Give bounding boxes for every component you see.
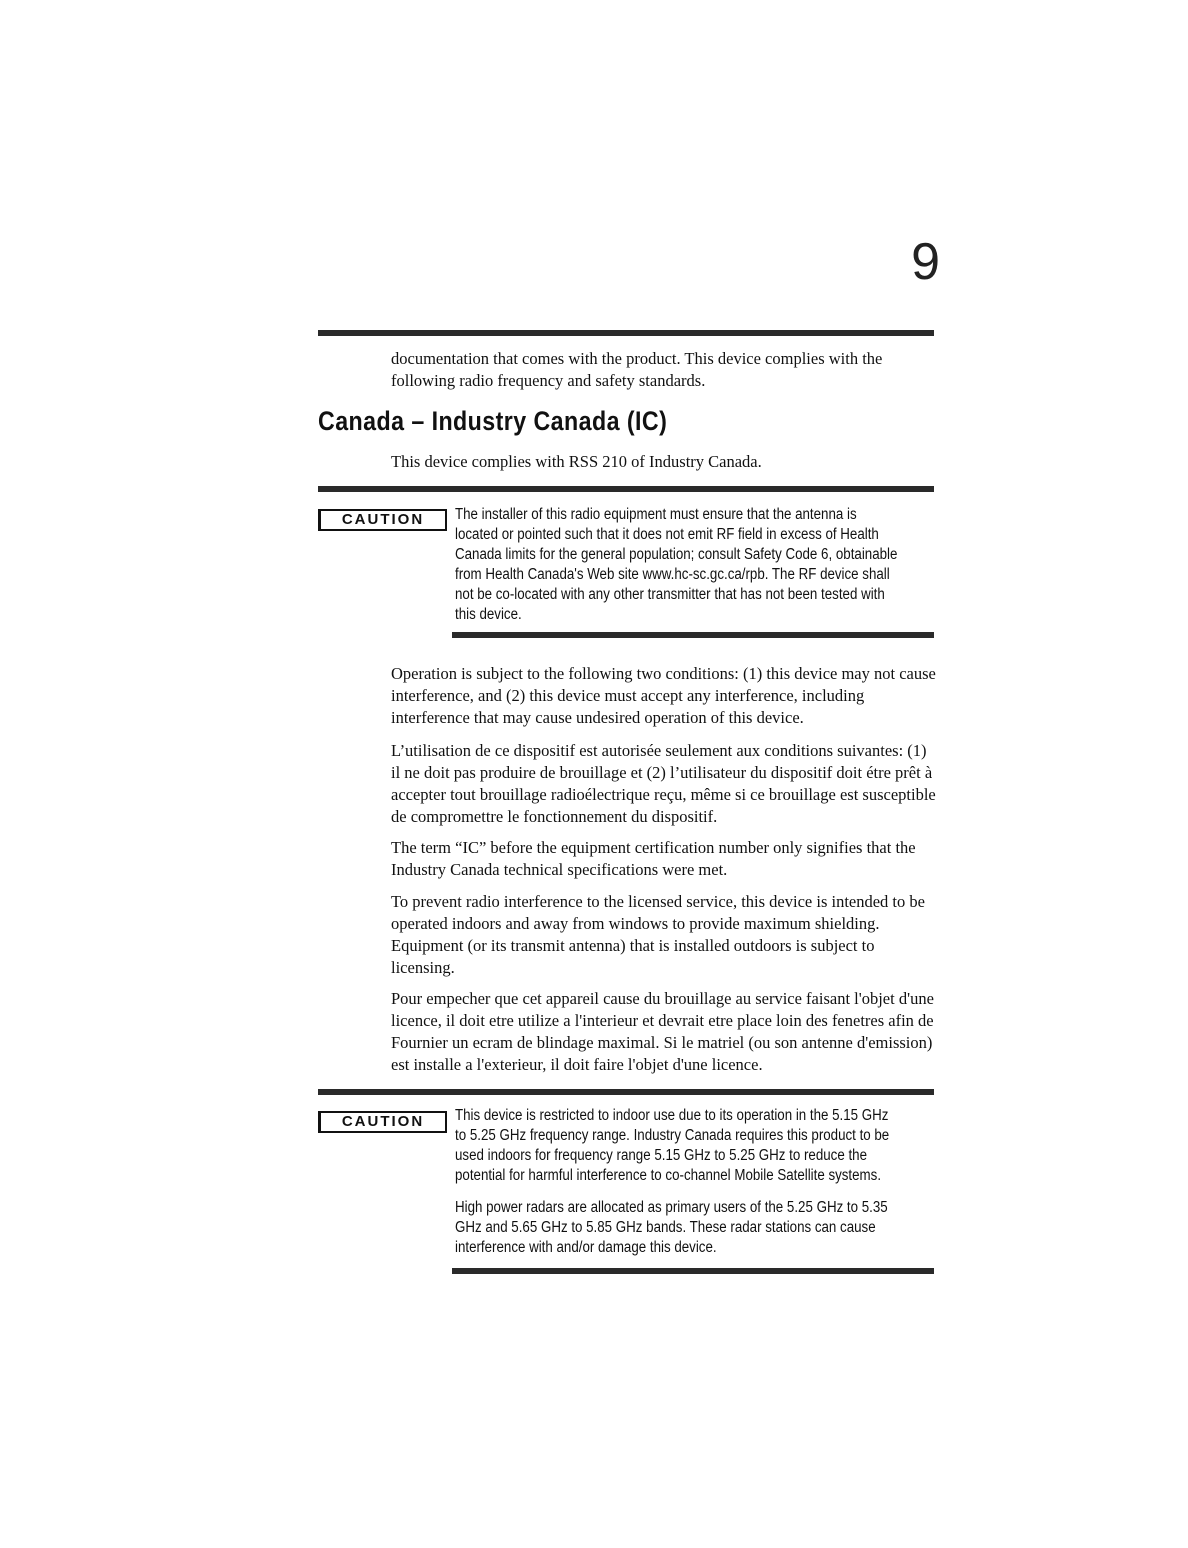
- caution-text: The installer of this radio equipment must ensure that the antenna is located or pointed such that it does not emit RF field in excess of Health Canada limits for the general population; consult Safety Code 6, obtainable from Health Canada's Web site www.hc-sc.gc.ca/rpb. The RF device shall not be co-located with any other transmitter that has not been tested with this device.: [455, 506, 898, 623]
- top-divider: [318, 330, 934, 336]
- caution-2-top-divider: [318, 1089, 934, 1095]
- interference-paragraph: To prevent radio interference to the licensed service, this device is intended to be operated indoors and away from windows to provide maximum shielding. Equipment (or its transmit antenna) that is installed outdoors is subject to licensing.: [391, 892, 925, 977]
- caution-badge: CAUTION: [318, 1111, 447, 1133]
- caution-1-top-divider: [318, 486, 934, 492]
- section-subtitle: This device complies with RSS 210 of Industry Canada.: [391, 452, 762, 471]
- page-number: 9: [911, 233, 940, 291]
- ic-term-paragraph: The term “IC” before the equipment certification number only signifies that the Industry Canada technical specifications were met.: [391, 838, 916, 879]
- operation-paragraph: Operation is subject to the following two conditions: (1) this device may not cause interference, and (2) this device must accept any interference, including interference that may cause undesired operation of this device.: [391, 664, 936, 727]
- caution-badge: CAUTION: [318, 509, 447, 531]
- caution-1-bottom-divider: [452, 632, 934, 638]
- french-conditions-paragraph: L’utilisation de ce dispositif est autorisée seulement aux conditions suivantes: (1) il ne doit pas produire de brouillage et (2) l’utilisateur du dispositif doit étre prêt à accepter tout brouillage radioélectrique reçu, même si ce brouillage est susceptible de compromettre le fonctionnement du dispositif.: [391, 741, 936, 826]
- caution-text: This device is restricted to indoor use due to its operation in the 5.15 GHz to 5.25 GHz frequency range. Industry Canada requires this product to be used indoors for frequency range 5.15 GHz to 5.25 GHz to reduce the potential for harmful interference to co-channel Mobile Satellite systems.: [455, 1107, 890, 1184]
- intro-paragraph: documentation that comes with the product. This device complies with the following radio frequency and safety standards.: [391, 349, 883, 390]
- caution-2-bottom-divider: [452, 1268, 934, 1274]
- french-license-paragraph: Pour empecher que cet appareil cause du brouillage au service faisant l'objet d'une licence, il doit etre utilize a l'interieur et devrait etre place loin des fenetres afin de Fournier un ecram de blindage maximal. Si le matriel (ou son antenne d'emission) est installe a l'exterieur, il doit faire l'objet d'une licence.: [391, 989, 934, 1074]
- caution-text: High power radars are allocated as primary users of the 5.25 GHz to 5.35 GHz and 5.65 GHz to 5.85 GHz bands. These radar stations can cause interference with and/or damage this device.: [455, 1199, 888, 1256]
- section-heading: Canada – Industry Canada (IC): [318, 406, 668, 436]
